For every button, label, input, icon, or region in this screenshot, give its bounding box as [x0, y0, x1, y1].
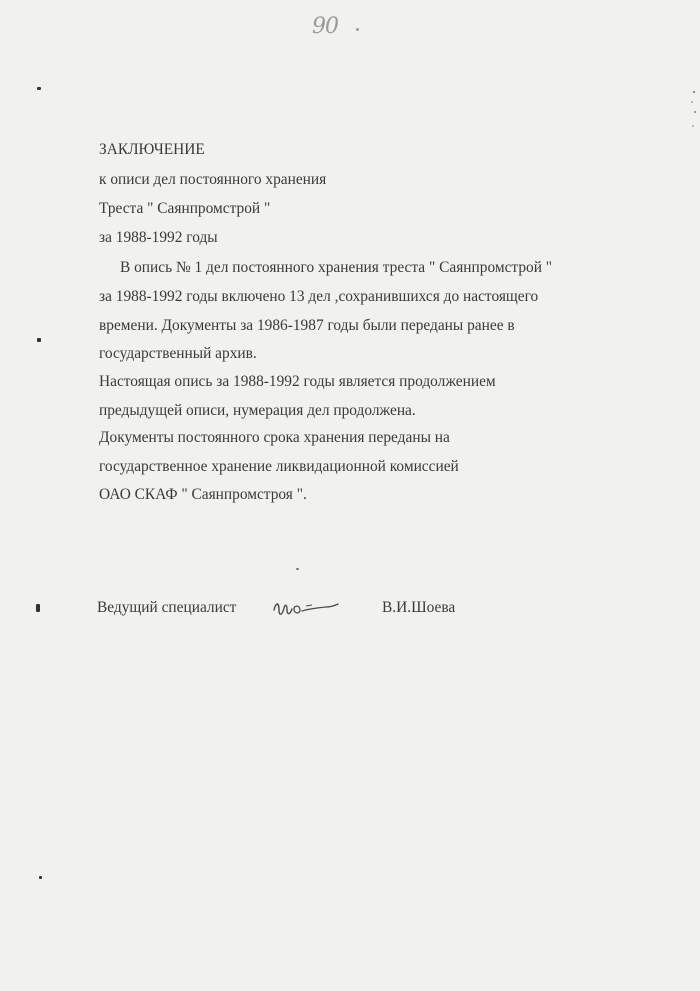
- subtitle-line: за 1988-1992 годы: [99, 229, 218, 246]
- body-line: ОАО СКАФ " Саянпромстроя ".: [99, 486, 307, 503]
- scan-edge-marks: [688, 88, 698, 138]
- document-title: ЗАКЛЮЧЕНИЕ: [99, 141, 205, 158]
- speck: [296, 568, 299, 570]
- body-line: Настоящая опись за 1988-1992 годы является продолжением: [99, 373, 496, 390]
- body-line: предыдущей описи, нумерация дел продолжена.: [99, 402, 416, 419]
- handwritten-page-number: 90: [312, 14, 338, 39]
- margin-mark: [37, 338, 41, 342]
- subtitle-line: к описи дел постоянного хранения: [99, 171, 327, 188]
- body-line: государственный архив.: [99, 345, 257, 362]
- handwritten-signature: [270, 592, 340, 624]
- signer-position: Ведущий специалист: [97, 599, 237, 616]
- body-line: времени. Документы за 1986-1987 годы были переданы ранее в: [99, 317, 515, 334]
- margin-mark: [37, 87, 41, 90]
- margin-mark: [39, 876, 42, 879]
- page-number-dot: [356, 28, 359, 31]
- signer-name: В.И.Шоева: [382, 599, 456, 616]
- body-line: за 1988-1992 годы включено 13 дел ,сохранившихся до настоящего: [99, 288, 539, 305]
- margin-mark: [36, 604, 40, 612]
- body-line: Документы постоянного срока хранения переданы на: [99, 429, 450, 446]
- body-line: государственное хранение ликвидационной комиссией: [99, 458, 459, 475]
- body-line: В опись № 1 дел постоянного хранения треста " Саянпромстрой ": [120, 259, 553, 276]
- subtitle-line: Треста " Саянпромстрой ": [99, 200, 271, 217]
